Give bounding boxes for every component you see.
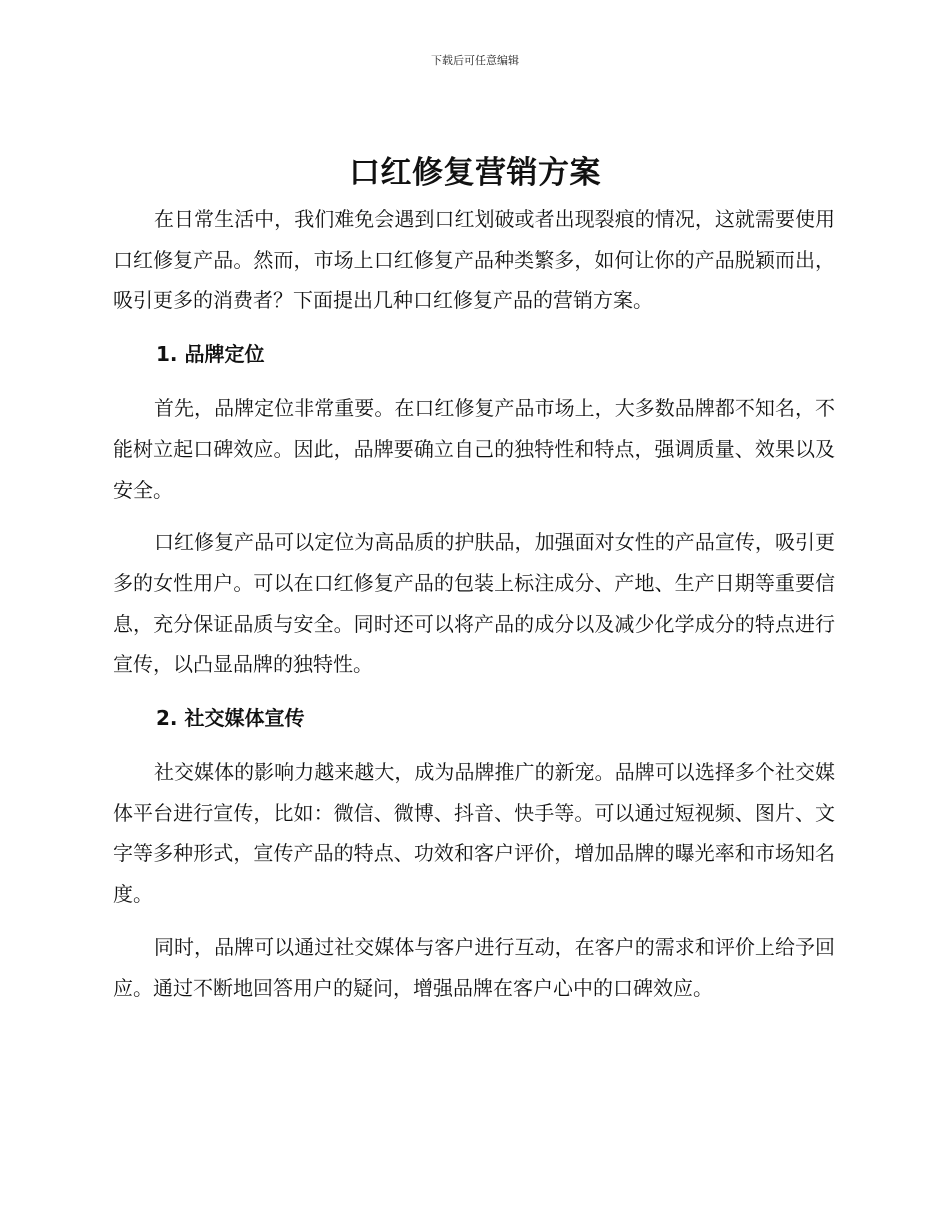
section-heading-brand-positioning: 1. 品牌定位: [156, 342, 265, 367]
section-heading-social-media: 2. 社交媒体宣传: [156, 706, 305, 731]
document-body: [113, 199, 835, 1008]
social-media-paragraph-2: 同时，品牌可以通过社交媒体与客户进行互动，在客户的需求和评价上给予回应。通过不断地回答用户的疑问，增强品牌在客户心中的口碑效应。: [113, 934, 835, 1000]
social-media-paragraph-1: 社交媒体的影响力越来越大，成为品牌推广的新宠。品牌可以选择多个社交媒体平台进行宣传，比如：微信、微博、抖音、快手等。可以通过短视频、图片、文字等多种形式，宣传产品的特点、功效和客户评价，增加品牌的曝光率和市场知名度。: [113, 760, 835, 907]
header-note: 下载后可任意编辑: [431, 54, 519, 67]
document-title: 口红修复营销方案: [349, 155, 601, 191]
brand-positioning-paragraph-2: 口红修复产品可以定位为高品质的护肤品，加强面对女性的产品宣传，吸引更多的女性用户。可以在口红修复产品的包装上标注成分、产地、生产日期等重要信息，充分保证品质与安全。同时还可以将产品的成分以及减少化学成分的特点进行宣传，以凸显品牌的独特性。: [113, 530, 835, 677]
brand-positioning-paragraph-1: 首先，品牌定位非常重要。在口红修复产品市场上，大多数品牌都不知名，不能树立起口碑效应。因此，品牌要确立自己的独特性和特点，强调质量、效果以及安全。: [113, 396, 835, 502]
intro-paragraph: 在日常生活中，我们难免会遇到口红划破或者出现裂痕的情况，这就需要使用口红修复产品。然而，市场上口红修复产品种类繁多，如何让你的产品脱颖而出，吸引更多的消费者？下面提出几种口红修复产品的营销方案。: [113, 207, 835, 313]
